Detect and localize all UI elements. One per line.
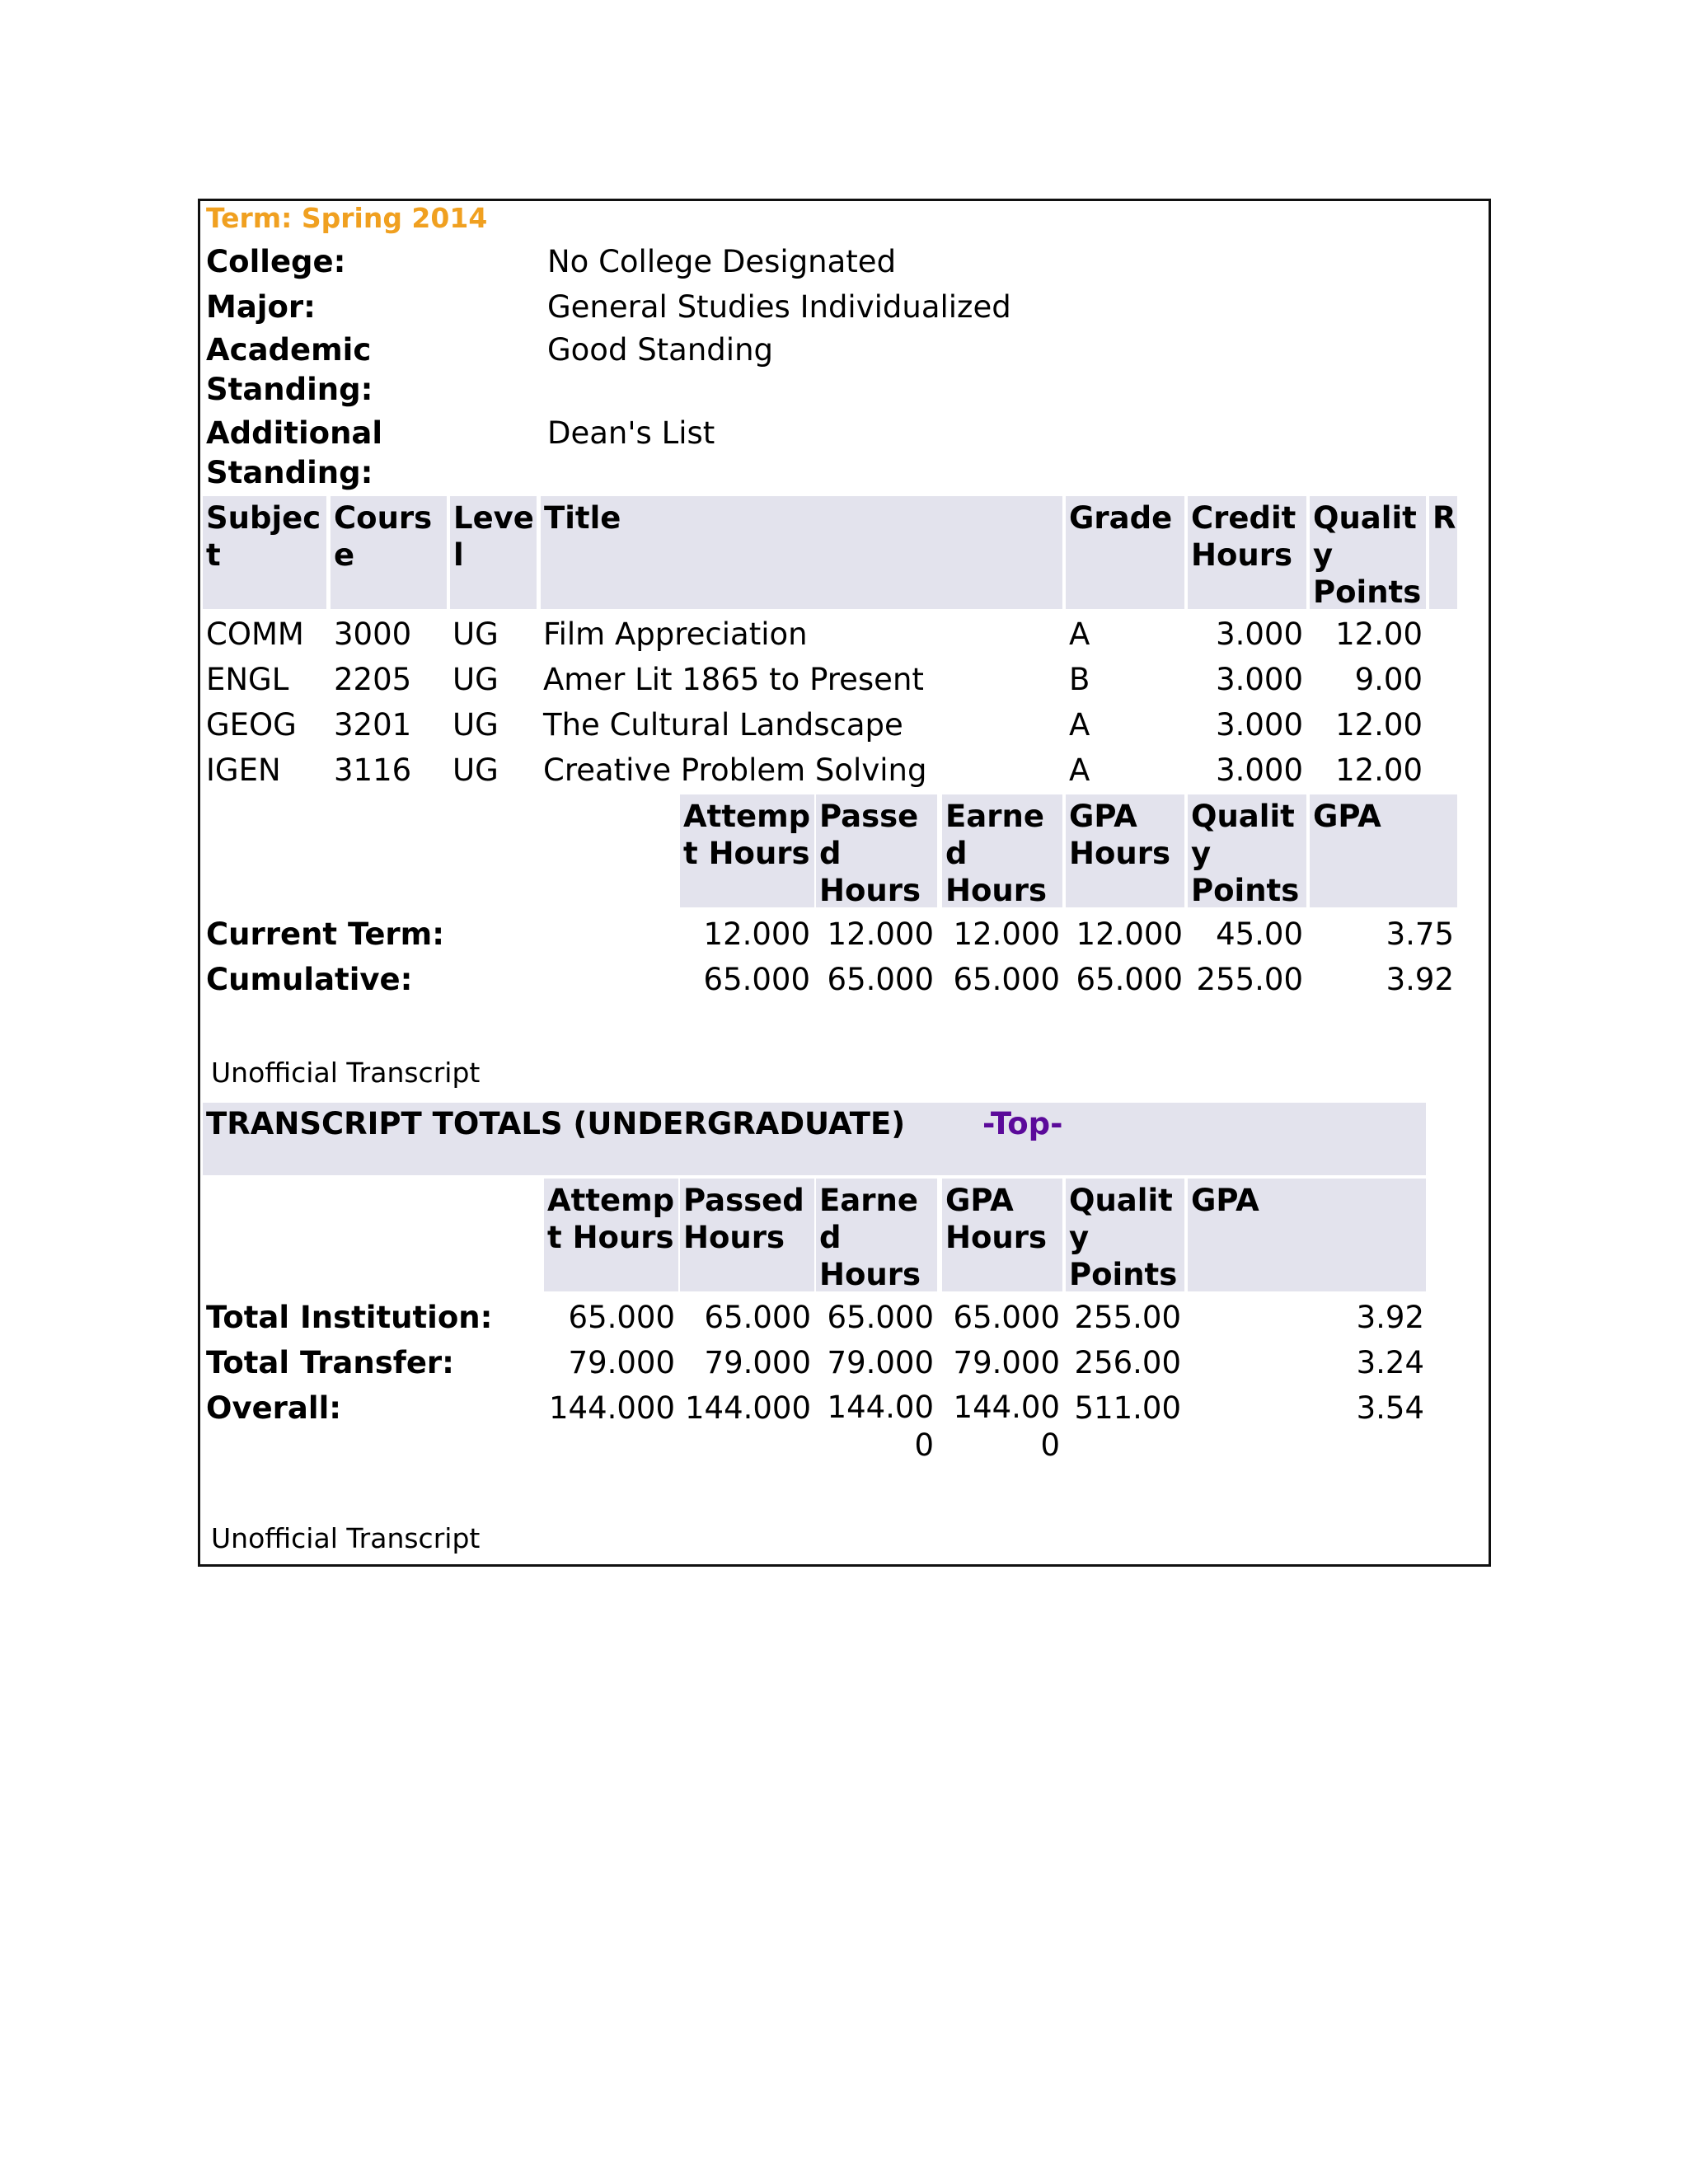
major-label: Major: xyxy=(206,289,316,325)
totals-header-quality-points: Qualit y Points xyxy=(1066,1179,1184,1291)
academic-standing-label: Academic Standing: xyxy=(206,332,373,407)
course-level: UG xyxy=(452,662,499,697)
course-grade: A xyxy=(1069,752,1090,788)
term-total-gpa: 3.92 xyxy=(1386,962,1454,997)
course-level: UG xyxy=(452,707,499,743)
transcript-total-passed: 65.000 xyxy=(704,1300,811,1335)
course-credit-hours: 3.000 xyxy=(1216,662,1303,697)
transcript-total-label: Total Institution: xyxy=(206,1300,493,1335)
totals-header-attempt-hours: Attemp t Hours xyxy=(544,1179,678,1291)
course-title: Creative Problem Solving xyxy=(543,752,927,788)
transcript-total-gpa-hours: 65.000 xyxy=(953,1300,1060,1335)
course-number: 3201 xyxy=(334,707,412,743)
term-total-gpa-hours: 12.000 xyxy=(1076,916,1183,952)
course-quality-points: 12.00 xyxy=(1335,616,1423,652)
transcript-total-earned: 144.000 xyxy=(827,1390,934,1463)
term-header-quality-points: Qualit y Points xyxy=(1188,794,1306,907)
course-credit-hours: 3.000 xyxy=(1216,752,1303,788)
additional-standing-value: Dean's List xyxy=(547,415,715,451)
term-total-quality-points: 255.00 xyxy=(1196,962,1303,997)
term-total-attempt: 65.000 xyxy=(703,962,810,997)
term-total-earned: 65.000 xyxy=(953,962,1060,997)
college-label: College: xyxy=(206,244,346,279)
academic-standing-value: Good Standing xyxy=(547,332,774,368)
major-value: General Studies Individualized xyxy=(547,289,1011,325)
course-subject: IGEN xyxy=(206,752,281,788)
course-grade: A xyxy=(1069,707,1090,743)
additional-standing-label: Additional Standing: xyxy=(206,415,383,490)
col-header-r: R xyxy=(1429,496,1457,609)
term-total-label: Cumulative: xyxy=(206,962,413,997)
transcript-totals-title: TRANSCRIPT TOTALS (UNDERGRADUATE) xyxy=(206,1106,906,1141)
course-grade: B xyxy=(1069,662,1090,697)
term-total-gpa-hours: 65.000 xyxy=(1076,962,1183,997)
col-header-course: Cours e xyxy=(331,496,447,609)
college-value: No College Designated xyxy=(547,244,897,279)
course-level: UG xyxy=(452,616,499,652)
transcript-total-gpa-hours: 144.000 xyxy=(953,1390,1060,1463)
term-total-gpa: 3.75 xyxy=(1386,916,1454,952)
col-header-grade: Grade xyxy=(1066,496,1184,609)
course-number: 3116 xyxy=(334,752,412,788)
transcript-total-passed: 144.000 xyxy=(684,1390,811,1426)
transcript-total-attempt: 65.000 xyxy=(568,1300,675,1335)
term-header-earned-hours: Earne d Hours xyxy=(942,794,1062,907)
col-header-subject: Subjec t xyxy=(203,496,326,609)
unofficial-transcript-note: Unofficial Transcript xyxy=(211,1522,481,1554)
totals-header-passed-hours: Passed Hours xyxy=(680,1179,814,1291)
course-credit-hours: 3.000 xyxy=(1216,616,1303,652)
totals-header-gpa: GPA xyxy=(1188,1179,1426,1291)
course-level: UG xyxy=(452,752,499,788)
transcript-total-label: Total Transfer: xyxy=(206,1345,454,1380)
col-header-level: Leve l xyxy=(450,496,537,609)
col-header-quality-points: Qualit y Points xyxy=(1310,496,1426,609)
term-header-gpa-hours: GPA Hours xyxy=(1066,794,1184,907)
transcript-total-quality-points: 256.00 xyxy=(1074,1345,1181,1380)
course-quality-points: 12.00 xyxy=(1335,752,1423,788)
transcript-total-earned: 65.000 xyxy=(827,1300,934,1335)
transcript-total-passed: 79.000 xyxy=(704,1345,811,1380)
term-header-gpa: GPA xyxy=(1310,794,1457,907)
top-link[interactable]: -Top- xyxy=(982,1106,1063,1141)
transcript-total-quality-points: 255.00 xyxy=(1074,1300,1181,1335)
transcript-total-quality-points: 511.00 xyxy=(1074,1390,1181,1426)
transcript-total-gpa: 3.24 xyxy=(1356,1345,1424,1380)
course-quality-points: 9.00 xyxy=(1354,662,1423,697)
unofficial-transcript-note: Unofficial Transcript xyxy=(211,1057,481,1089)
term-total-label: Current Term: xyxy=(206,916,445,952)
term-total-attempt: 12.000 xyxy=(703,916,810,952)
course-subject: GEOG xyxy=(206,707,297,743)
term-total-passed: 12.000 xyxy=(827,916,934,952)
transcript-total-attempt: 144.000 xyxy=(548,1390,675,1426)
term-total-quality-points: 45.00 xyxy=(1216,916,1303,952)
course-quality-points: 12.00 xyxy=(1335,707,1423,743)
transcript-total-gpa: 3.54 xyxy=(1356,1390,1424,1426)
transcript-total-attempt: 79.000 xyxy=(568,1345,675,1380)
term-heading: Term: Spring 2014 xyxy=(206,202,488,234)
term-header-attempt-hours: Attemp t Hours xyxy=(680,794,814,907)
course-title: Amer Lit 1865 to Present xyxy=(543,662,924,697)
course-number: 3000 xyxy=(334,616,412,652)
transcript-total-gpa: 3.92 xyxy=(1356,1300,1424,1335)
term-header-passed-hours: Passe d Hours xyxy=(816,794,937,907)
course-subject: ENGL xyxy=(206,662,289,697)
course-title: Film Appreciation xyxy=(543,616,808,652)
term-total-earned: 12.000 xyxy=(953,916,1060,952)
totals-header-gpa-hours: GPA Hours xyxy=(942,1179,1062,1291)
transcript-total-earned: 79.000 xyxy=(827,1345,934,1380)
course-title: The Cultural Landscape xyxy=(543,707,903,743)
transcript-total-label: Overall: xyxy=(206,1390,342,1426)
course-subject: COMM xyxy=(206,616,304,652)
totals-header-earned-hours: Earne d Hours xyxy=(816,1179,937,1291)
course-number: 2205 xyxy=(334,662,412,697)
col-header-credit-hours: Credit Hours xyxy=(1188,496,1306,609)
term-total-passed: 65.000 xyxy=(827,962,934,997)
col-header-title: Title xyxy=(541,496,1062,609)
course-credit-hours: 3.000 xyxy=(1216,707,1303,743)
course-grade: A xyxy=(1069,616,1090,652)
transcript-total-gpa-hours: 79.000 xyxy=(953,1345,1060,1380)
